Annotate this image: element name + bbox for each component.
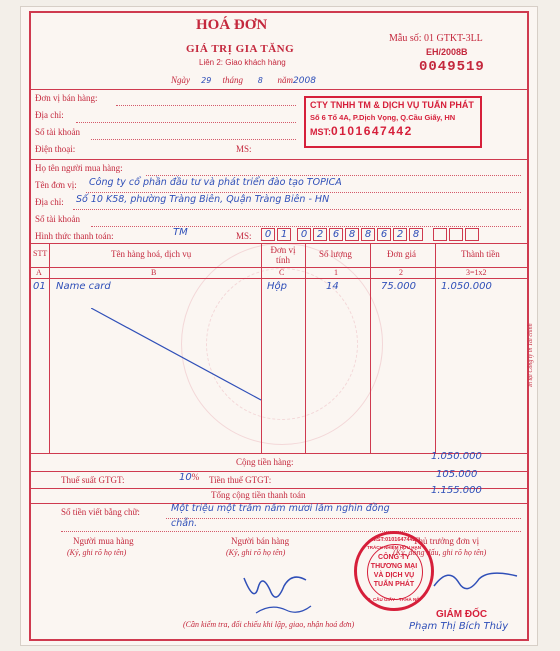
buyer-unit-label: Tên đơn vị:	[35, 180, 77, 190]
amount-words-dots-2	[61, 531, 521, 532]
col-divider	[49, 243, 50, 453]
seal-line-3: VÀ DỊCH VỤ	[373, 572, 415, 579]
director-signature	[429, 561, 524, 601]
seller-unit-dots	[116, 105, 296, 106]
seller-address-label: Địa chỉ:	[35, 110, 64, 120]
row-price: 75.000	[381, 281, 416, 292]
buyer-address-dots	[73, 209, 521, 210]
col-divider	[435, 243, 436, 453]
invoice-series: EH/2008B	[426, 47, 468, 57]
vat-rate-label: Thuế suất GTGT:	[61, 475, 125, 485]
seller-phone-label: Điện thoại:	[35, 144, 76, 154]
buyer-address-label: Địa chỉ:	[35, 197, 64, 207]
table-codes-line	[31, 278, 527, 279]
seal-line-4: TUẤN PHÁT	[373, 581, 415, 588]
col-code-name: B	[151, 268, 157, 277]
buyer-unit-value: Công ty cổ phần đầu tư và phát triển đào tạo TOPICA	[89, 177, 342, 188]
buyer-signature-note: (Ký, ghi rõ họ tên)	[67, 548, 127, 557]
vat-rate-value: 10	[179, 472, 192, 483]
row-amount: 1.050.000	[441, 281, 492, 292]
footer-note: (Cần kiểm tra, đối chiếu khi lập, giao, nhận hoá đơn)	[183, 620, 355, 629]
form-number: Mẫu số: 01 GTKT-3LL	[389, 33, 483, 44]
buyer-payment-label: Hình thức thanh toán:	[35, 231, 114, 241]
date-prefix: Ngày	[171, 75, 190, 85]
buyer-account-label: Số tài khoản	[35, 214, 80, 224]
grand-total-label: Tổng cộng tiền thanh toán	[211, 490, 306, 500]
row-name: Name card	[56, 281, 111, 292]
col-header-qty: Số lượng	[319, 249, 352, 259]
col-code-unit: C	[279, 268, 285, 277]
amount-words-dots	[166, 518, 521, 519]
seller-stamp-tax-prefix: MST:	[310, 127, 331, 137]
seller-account-dots	[91, 139, 296, 140]
col-header-price: Đơn giá	[387, 249, 417, 259]
col-header-stt: STT	[33, 249, 48, 258]
vat-rate-suffix: %	[191, 472, 200, 482]
tax-digit-box: 2	[313, 228, 327, 241]
row-unit: Hộp	[267, 281, 287, 292]
amount-in-words-line2: chẵn.	[171, 518, 198, 529]
buyer-payment-value: TM	[173, 227, 188, 238]
subtotal-label: Cộng tiền hàng:	[236, 457, 294, 467]
row-stt: 01	[33, 281, 46, 292]
year-label: năm	[277, 75, 294, 85]
amount-in-words-label: Số tiền viết bằng chữ:	[61, 507, 140, 517]
side-printer-note: In tại Công ty in Tài chính	[528, 323, 534, 387]
tax-digit-box: 0	[261, 228, 275, 241]
tax-digit-box	[465, 228, 479, 241]
tax-digit-box: 2	[393, 228, 407, 241]
seal-line-2: THƯƠNG MẠI	[370, 563, 418, 570]
col-header-unit: Đơn vị tính	[270, 245, 296, 265]
head-signature-note: (Ký, đóng dấu, ghi rõ họ tên)	[393, 548, 487, 557]
seal-arc-text: TRÁCH NHIỆM HỮU HẠN	[367, 545, 421, 550]
buyer-account-dots	[91, 226, 521, 227]
buyer-ms-label: MS:	[236, 231, 252, 241]
seal-tax-code: MST:0101647442	[372, 537, 416, 543]
seller-signature-note: (Ký, ghi rõ họ tên)	[226, 548, 286, 557]
tax-digit-box: 6	[377, 228, 391, 241]
month-label: tháng	[222, 75, 244, 85]
buyer-name-dots	[146, 175, 521, 176]
seller-address-dots	[76, 122, 296, 123]
seller-stamp-tax	[310, 124, 476, 138]
seller-stamp	[304, 96, 482, 148]
subtotal-value: 1.050.000	[431, 451, 482, 462]
head-signature-title: Thủ trưởng đơn vị	[413, 536, 480, 546]
date-day: 29	[201, 76, 212, 85]
amount-in-words-line1: Một triệu một trăm năm mươi lăm nghìn đồng	[171, 503, 390, 514]
seller-account-label: Số tài khoản	[35, 127, 80, 137]
date-month: 8	[257, 76, 263, 85]
copy-note: Liên 2: Giao khách hàng	[199, 58, 286, 67]
company-seal	[354, 531, 434, 611]
buyer-signature-title: Người mua hàng	[73, 536, 134, 546]
tax-digit-box: 8	[345, 228, 359, 241]
invoice-subtitle: GIÁ TRỊ GIA TĂNG	[186, 43, 295, 55]
tax-digit-box: 0	[297, 228, 311, 241]
col-code-amount: 3=1x2	[466, 268, 487, 277]
seller-ms-label: MS:	[236, 144, 252, 154]
vat-amount-label: Tiền thuế GTGT:	[209, 475, 272, 485]
tax-digit-box: 6	[329, 228, 343, 241]
col-code-stt: A	[36, 268, 42, 277]
seller-unit-label: Đơn vị bán hàng:	[35, 93, 98, 103]
divider-seller	[31, 159, 527, 160]
buyer-name-label: Họ tên người mua hàng:	[35, 163, 123, 173]
seal-bottom-text: Q. CẦU GIẤY - TP.HÀ NỘI	[366, 597, 422, 602]
director-title: GIÁM ĐỐC	[436, 609, 488, 620]
invoice-frame	[29, 11, 529, 641]
invoice-date	[171, 75, 316, 86]
seal-line-1: CÔNG TY	[378, 554, 410, 561]
vat-amount-value: 105.000	[436, 469, 478, 480]
seller-signature	[236, 558, 326, 628]
seller-stamp-address: Số 6 Tổ 4A, P.Dịch Vọng, Q.Cầu Giấy, HN	[310, 113, 456, 122]
vat-rate	[179, 472, 199, 483]
seller-stamp-name: CTY TNHH TM & DỊCH VỤ TUẤN PHÁT	[310, 100, 474, 110]
tax-digit-box: 1	[277, 228, 291, 241]
row-qty: 14	[326, 281, 339, 292]
grand-total-value: 1.155.000	[431, 485, 482, 496]
invoice-number: 0049519	[419, 59, 485, 75]
tax-digit-box	[433, 228, 447, 241]
director-name: Phạm Thị Bích Thủy	[409, 621, 509, 632]
divider-header	[31, 89, 527, 90]
seller-stamp-tax-code: 0101647442	[331, 124, 413, 138]
col-code-price: 2	[399, 268, 403, 277]
col-header-amount: Thành tiền	[461, 249, 500, 259]
tax-digit-box: 8	[409, 228, 423, 241]
tax-digit-box	[449, 228, 463, 241]
tax-digit-box: 8	[361, 228, 375, 241]
col-code-qty: 1	[334, 268, 338, 277]
col-header-name: Tên hàng hoá, dịch vụ	[111, 249, 192, 259]
invoice-sheet	[20, 6, 538, 646]
seller-signature-title: Người bán hàng	[231, 536, 290, 546]
buyer-address-value: Số 10 K58, phường Tràng Biên, Quận Tràng Biên - HN	[76, 194, 330, 205]
cancel-strike-line	[91, 308, 271, 408]
buyer-unit-dots	[86, 192, 521, 193]
col-divider	[305, 243, 306, 453]
invoice-title: HOÁ ĐƠN	[196, 17, 268, 33]
col-divider	[370, 243, 371, 453]
table-top-line	[31, 243, 527, 244]
date-year: 2008	[293, 76, 316, 86]
